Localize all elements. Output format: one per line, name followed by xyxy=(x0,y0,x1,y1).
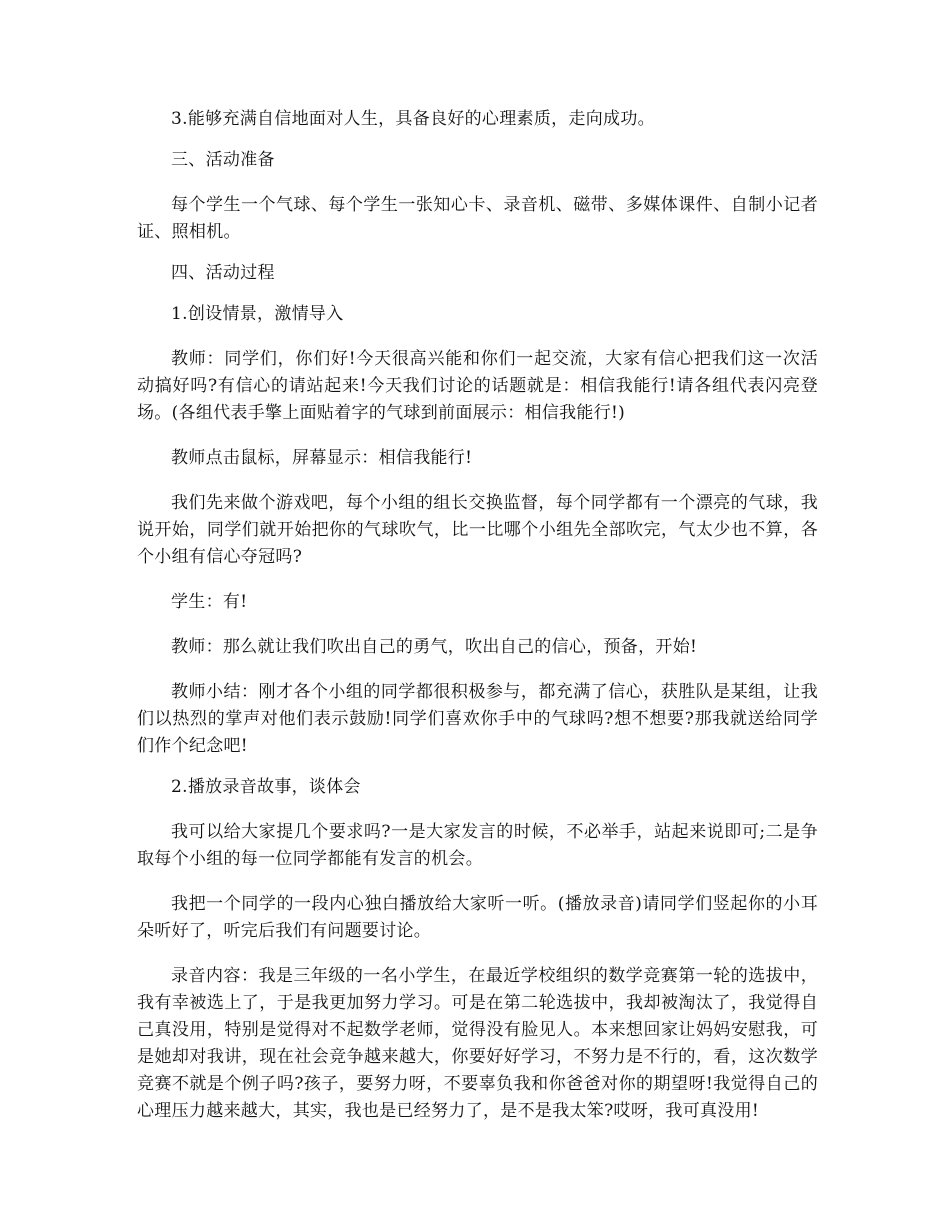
student-reply-paragraph: 学生：有! xyxy=(171,592,248,612)
section-heading-preparation: 三、活动准备 xyxy=(171,150,275,170)
monologue-intro-paragraph: 我把一个同学的一段内心独白播放给大家听一听。(播放录音)请同学们竖起你的小耳朵听好了，听完后我们有问题要讨论。 xyxy=(137,894,818,941)
teacher-summary-paragraph: 教师小结：刚才各个小组的同学都很积极参与，都充满了信心，获胜队是某组，让我们以热烈的掌声对他们表示鼓励!同学们喜欢你手中的气球吗?想不想要?那我就送给同学们作个纪念吧! xyxy=(137,682,818,756)
teacher-start-paragraph: 教师：那么就让我们吹出自己的勇气，吹出自己的信心，预备，开始! xyxy=(171,637,698,657)
objective-3-paragraph: 3.能够充满自信地面对人生，具备良好的心理素质，走向成功。 xyxy=(171,109,655,129)
game-paragraph: 我们先来做个游戏吧，每个小组的组长交换监督，每个同学都有一个漂亮的气球，我说开始，同学们就开始把你的气球吹气，比一比哪个小组先全部吹完，气太少也不算，各个小组有信心夺冠吗? xyxy=(137,493,818,567)
teacher-intro-paragraph: 教师：同学们，你们好!今天很高兴能和你们一起交流，大家有信心把我们这一次活动搞好吗?有信心的请站起来!今天我们讨论的话题就是：相信我能行!请各组代表闪亮登场。(各组代表手擎上面贴着字的气球到前面展示：相信我能行!) xyxy=(137,349,818,423)
section-heading-process: 四、活动过程 xyxy=(171,263,275,283)
preparation-paragraph: 每个学生一个气球、每个学生一张知心卡、录音机、磁带、多媒体课件、自制小记者证、照相机。 xyxy=(137,195,818,242)
recording-content-paragraph: 录音内容：我是三年级的一名小学生，在最近学校组织的数学竞赛第一轮的选拔中，我有幸被选上了，于是我更加努力学习。可是在第二轮选拔中，我却被淘汰了，我觉得自己真没用，特别是觉得对不起数学老师，觉得没有脸见人。本来想回家让妈妈安慰我，可是她却对我讲，现在社会竞争越来越大，你要好好学习，不努力是不行的，看，这次数学竞赛不就是个例子吗?孩子，要努力呀，不要辜负我和你爸爸对你的期望呀!我觉得自己的心理压力越来越大，其实，我也是已经努力了，是不是我太笨?哎呀，我可真没用! xyxy=(137,966,818,1121)
teacher-click-paragraph: 教师点击鼠标，屏幕显示：相信我能行! xyxy=(171,448,473,468)
requirements-paragraph: 我可以给大家提几个要求吗?一是大家发言的时候，不必举手，站起来说即可;二是争取每个小组的每一位同学都能有发言的机会。 xyxy=(137,822,818,869)
step-2-heading: 2.播放录音故事，谈体会 xyxy=(171,777,361,797)
step-1-heading: 1.创设情景，激情导入 xyxy=(171,304,344,324)
